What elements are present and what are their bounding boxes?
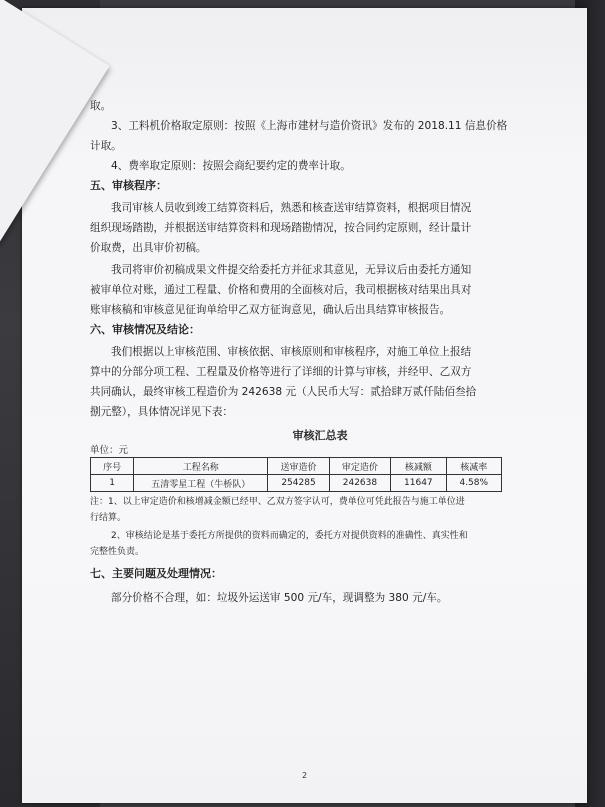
- document-page: [22, 8, 587, 803]
- table-cell: 1: [91, 475, 134, 492]
- paragraph-5b: [90, 260, 550, 320]
- text-line: 账审核稿和审核意见征询单给甲乙双方征询意见，确认后出具结算审核报告。: [90, 304, 451, 316]
- text-line: 被审单位对账，通过工程量、价格和费用的全面核对后，我司根据核对结果出具对: [90, 284, 472, 296]
- text-line: 组织现场踏勘，并根据送审结算资料和现场踏勘情况，按合同约定原则，经计量计: [90, 222, 472, 234]
- note-1-continued: 行结算。: [90, 513, 127, 523]
- text-line: 4、费率取定原则：按照会商纪要约定的费率计取。: [111, 160, 351, 172]
- table-cell: 4.58%: [446, 475, 501, 492]
- text-line: 我们根据以上审核范围、审核依据、审核原则和审核程序，对施工单位上报结: [111, 346, 472, 358]
- text-line: 取。: [90, 100, 112, 112]
- note-2: 2、审核结论是基于委托方所提供的资料而确定的，委托方对提供资料的准确性、真实性和: [111, 531, 468, 541]
- table-cell: 11647: [391, 475, 446, 492]
- page-content: [90, 96, 550, 608]
- summary-table: [90, 457, 502, 492]
- column-header: 审定造价: [329, 458, 390, 475]
- column-header: 工程名称: [134, 458, 268, 475]
- section-heading-6: 六、审核情况及结论：: [90, 323, 200, 336]
- text-line: 我司将审价初稿成果文件提交给委托方并征求其意见，无异议后由委托方通知: [111, 264, 472, 276]
- note-1: 注：1、以上审定造价和核增减金额已经甲、乙双方签字认可，费单位可凭此报告与施工单位进: [90, 497, 465, 507]
- text-line: 我司审核人员收到竣工结算资料后，熟悉和核查送审结算资料，根据项目情况: [111, 202, 472, 214]
- column-header: 序号: [91, 458, 134, 475]
- text-line: 3、工料机价格取定原则：按照《上海市建材与造价资讯》发布的 2018.11 信息价格: [111, 120, 508, 132]
- table-title: 审核汇总表: [292, 429, 348, 442]
- table-cell: 五清零星工程（牛桥队）: [134, 475, 268, 492]
- column-header: 核减额: [391, 458, 446, 475]
- text-line: 计取。: [90, 140, 122, 152]
- section-heading-7: 七、主要问题及处理情况：: [90, 567, 222, 580]
- text-line: 捌元整），具体情况详见下表：: [90, 406, 234, 418]
- paragraph-6: [90, 342, 550, 422]
- text-line: 部分价格不合理，如：垃圾外运送审 500 元/车，现调整为 380 元/车。: [111, 592, 448, 604]
- text-line: 共同确认，最终审核工程造价为 242638 元（人民币大写：贰拾肆万贰仟陆佰叁拾: [90, 386, 477, 398]
- text-line: 价取费，出具审价初稿。: [90, 242, 207, 254]
- note-2-continued: 完整性负责。: [90, 547, 145, 557]
- paragraph-5a: [90, 198, 550, 258]
- table-unit: 单位：元: [90, 445, 129, 456]
- column-header: 核减率: [446, 458, 501, 475]
- table-row: [91, 475, 502, 492]
- column-header: 送审造价: [268, 458, 329, 475]
- table-header-row: [91, 458, 502, 475]
- table-cell: 242638: [329, 475, 390, 492]
- section-heading-5: 五、审核程序：: [90, 179, 167, 192]
- page-number: 2: [301, 771, 308, 780]
- table-cell: 254285: [268, 475, 329, 492]
- text-line: 算中的分部分项工程、工程量及价格等进行了详细的计算与审核，并经甲、乙双方: [90, 366, 472, 378]
